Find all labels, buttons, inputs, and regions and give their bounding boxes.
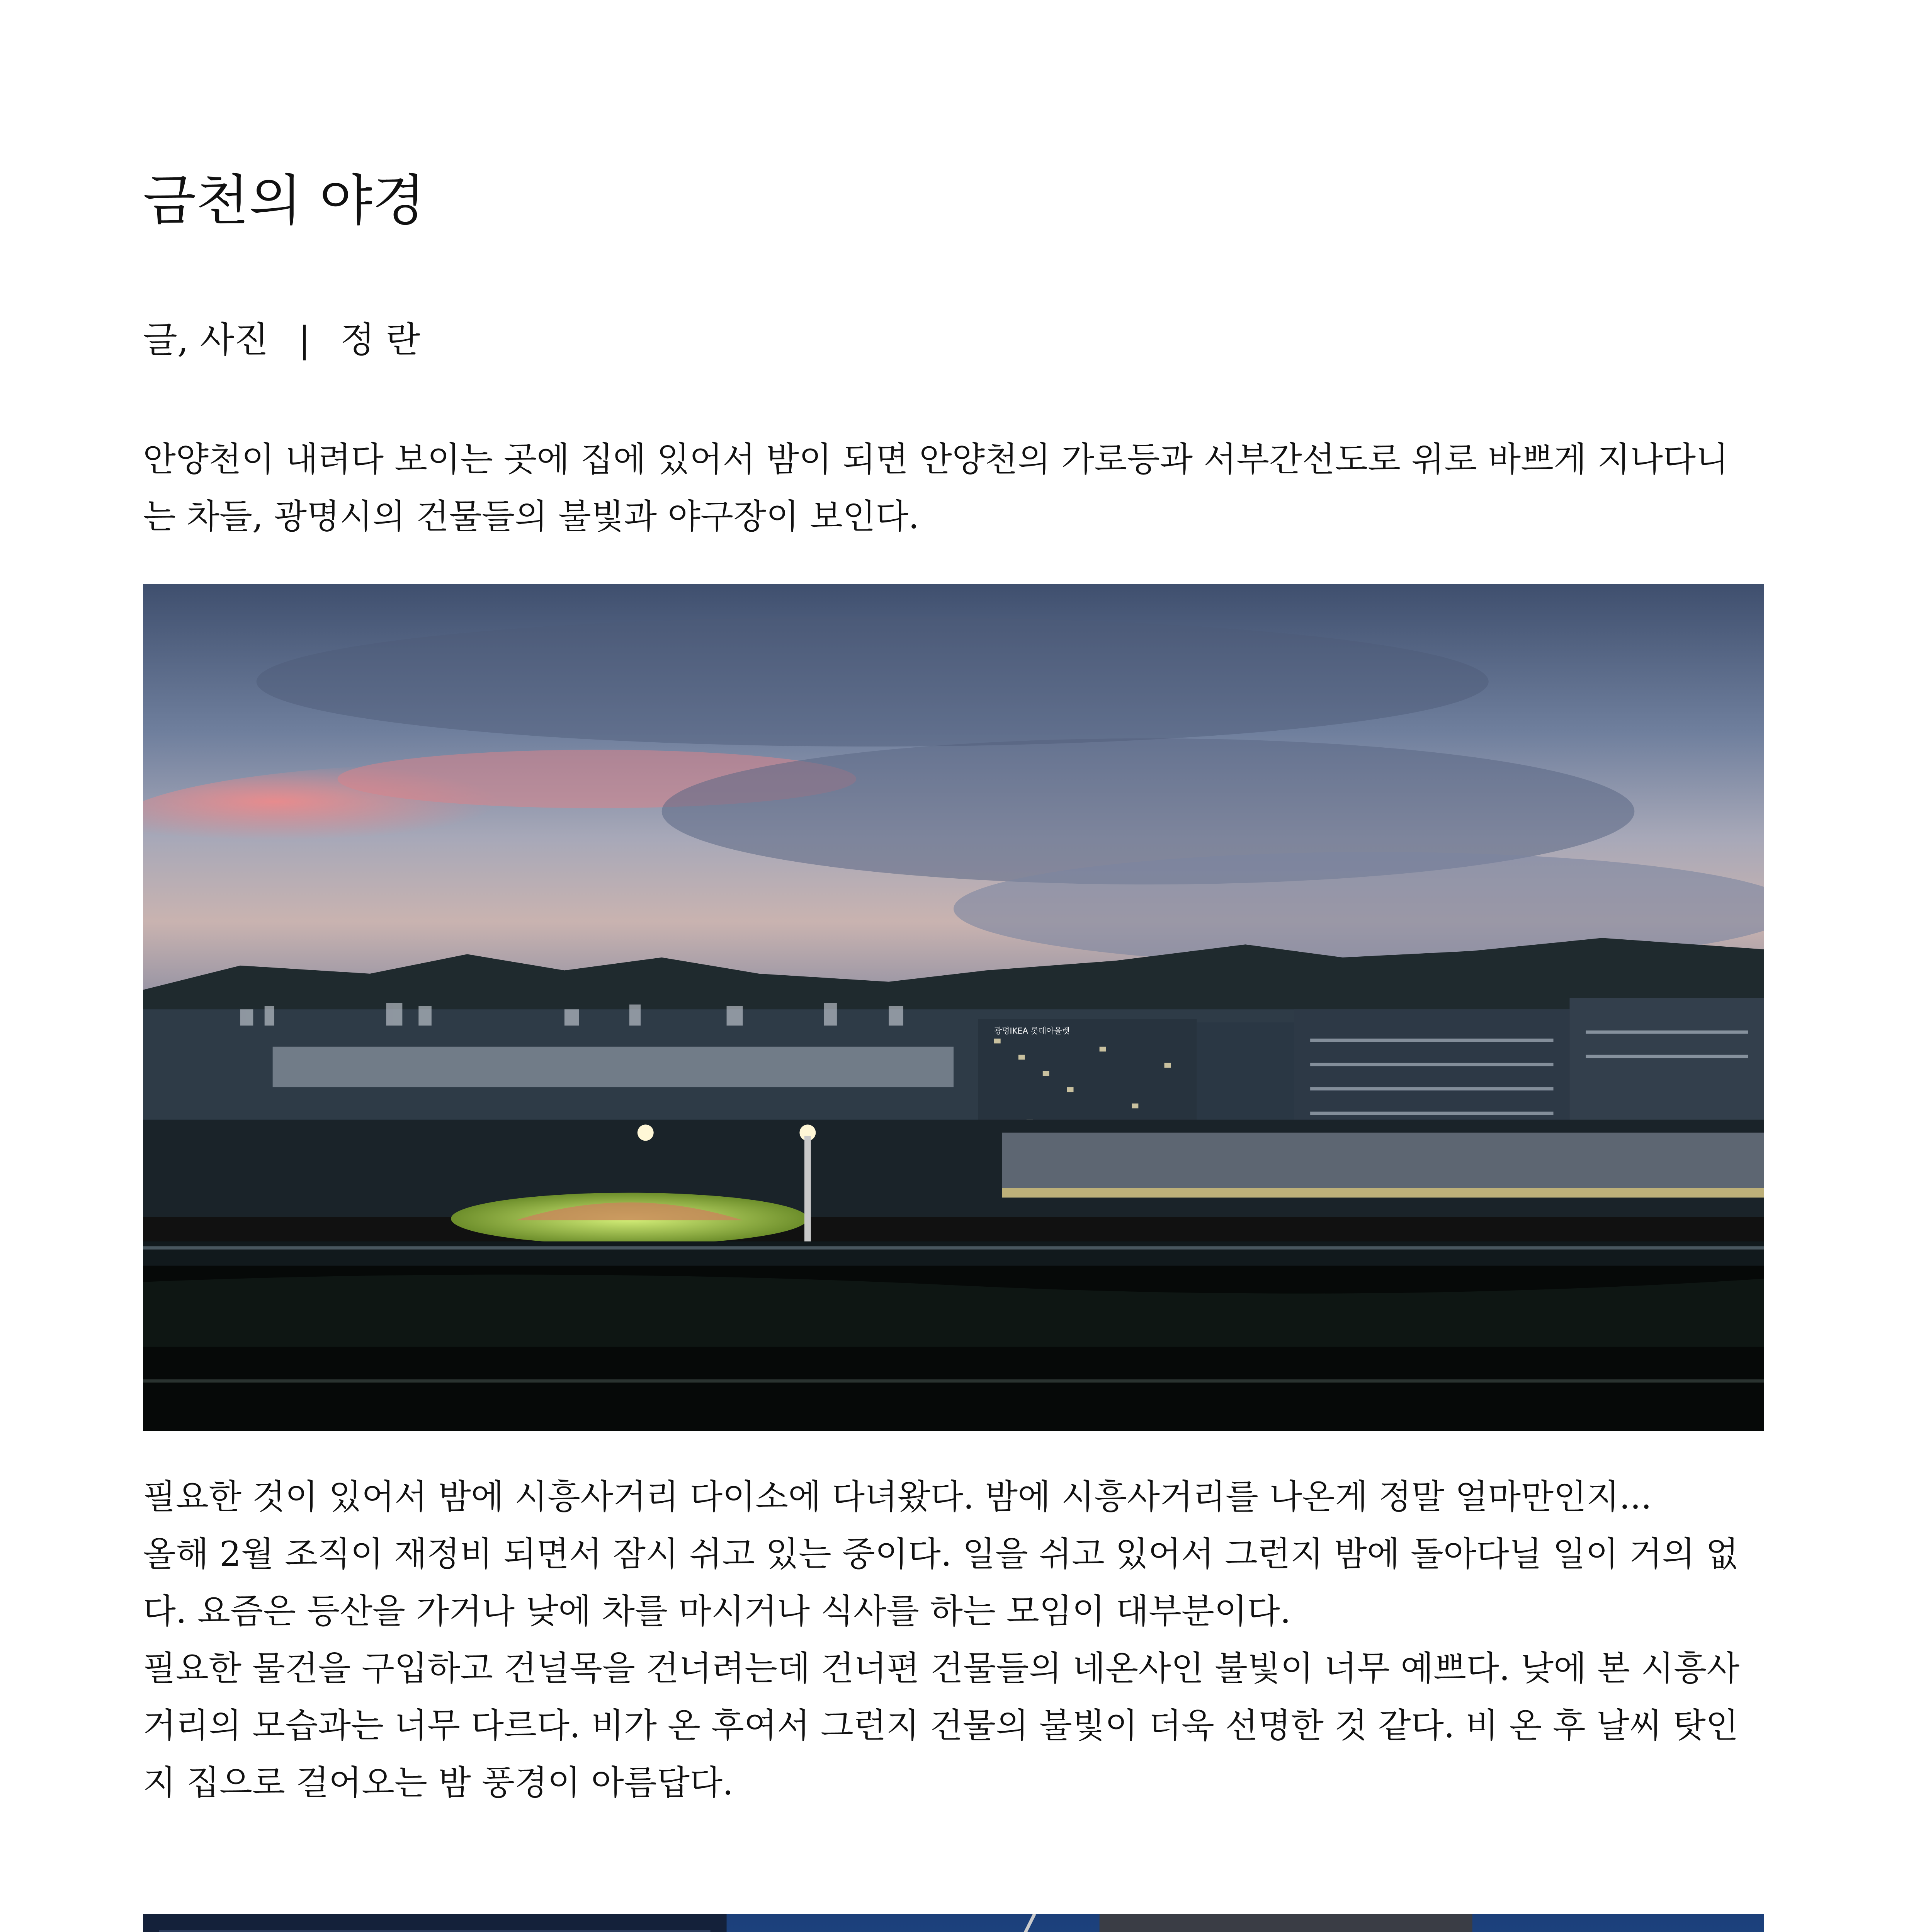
byline-author: 정 란 [340, 319, 420, 361]
photo-anyangcheon-dusk [143, 584, 1764, 1431]
paragraph-line: 거리의 모습과는 너무 다르다. 비가 온 후여서 그런지 건물의 불빛이 더욱 선명한 것 같다. 비 온 후 날씨 탓인 [143, 1706, 1739, 1745]
photo1-rooftop-sign: 광명IKEA 롯데아울렛 [994, 1026, 1070, 1036]
byline-separator: | [298, 319, 311, 361]
paragraph-line: 필요한 물건을 구입하고 건널목을 건너려는데 건너편 건물들의 네온사인 불빛이 너무 예쁘다. 낮에 본 시흥사 [143, 1648, 1739, 1688]
paragraph-body [143, 1468, 1766, 1811]
paragraph-intro [143, 431, 1766, 545]
paragraph-line: 올해 2월 조직이 재정비 되면서 잠시 쉬고 있는 중이다. 일을 쉬고 있어서 그런지 밤에 돌아다닐 일이 거의 없 [143, 1534, 1739, 1574]
article-title: 금천의 야경 [143, 169, 425, 233]
paragraph-line: 안양천이 내려다 보이는 곳에 집에 있어서 밤이 되면 안양천의 가로등과 서부간선도로 위로 바쁘게 지나다니 [143, 439, 1729, 479]
paragraph-line: 다. 요즘은 등산을 가거나 낮에 차를 마시거나 식사를 하는 모임이 대부분이다. [143, 1591, 1291, 1631]
photo-siheung-intersection [143, 1914, 1764, 1932]
intersection-night-image [143, 1914, 1764, 1932]
paragraph-line: 지 집으로 걸어오는 밤 풍경이 아름답다. [143, 1763, 733, 1803]
dusk-landscape-image [143, 584, 1764, 1431]
paragraph-line: 는 차들, 광명시의 건물들의 불빛과 야구장이 보인다. [143, 497, 919, 536]
byline-label: 글, 사진 [143, 319, 269, 361]
byline [143, 317, 420, 363]
paragraph-line: 필요한 것이 있어서 밤에 시흥사거리 다이소에 다녀왔다. 밤에 시흥사거리를 나온게 정말 얼마만인지... [143, 1477, 1652, 1517]
